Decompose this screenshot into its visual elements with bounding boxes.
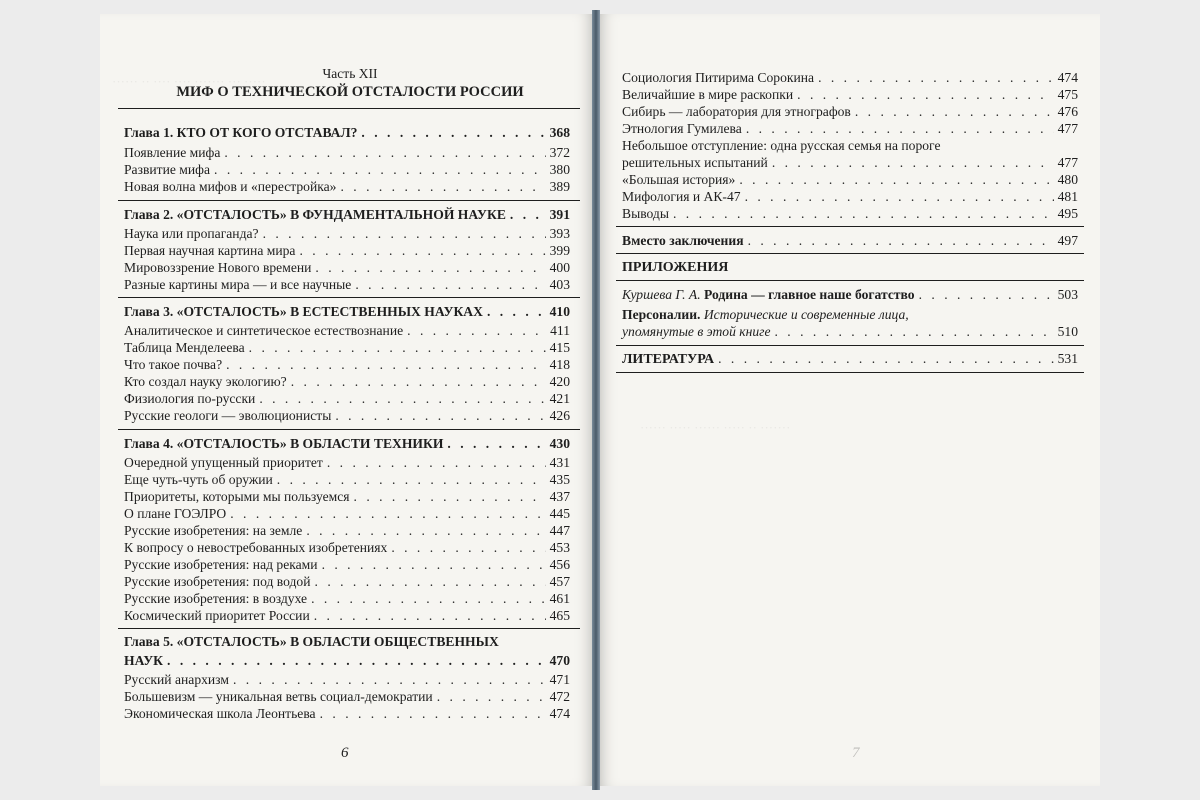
toc-page-number: 431 [549,455,570,470]
toc-item[interactable] [124,591,570,607]
toc-item[interactable] [124,277,570,293]
toc-page-number: 476 [1057,104,1078,119]
toc-item[interactable] [124,489,570,505]
toc-item-title: Сибирь — лаборатория для этнографов [622,104,851,119]
toc-page-number: 475 [1057,87,1078,102]
toc-page-number: 372 [549,145,570,160]
toc-page-number: 380 [549,162,570,177]
toc-literature[interactable] [622,351,1078,368]
section-rule [118,200,580,201]
section-rule [118,429,580,430]
toc-item-title: Русские изобретения: под водой [124,574,311,589]
toc-item[interactable] [124,391,570,407]
toc-page-number: 453 [549,540,570,555]
toc-item[interactable] [124,408,570,424]
toc-item[interactable] [622,87,1078,103]
toc-page-number: 477 [1057,155,1078,170]
toc-page-number: 391 [549,207,570,222]
toc-item-title: Русские геологи — эволюционисты [124,408,332,423]
toc-item[interactable] [124,672,570,688]
toc-page-number: 456 [549,557,570,572]
toc-conclusion[interactable] [622,233,1078,249]
toc-appendix-2[interactable] [622,324,1078,340]
toc-item[interactable] [124,540,570,556]
toc-item[interactable] [622,70,1078,86]
toc-page-number: 465 [549,608,570,623]
toc-page-number: 477 [1057,121,1078,136]
toc-item-title: Новая волна мифов и «перестройка» [124,179,337,194]
toc-item-title: Космический приоритет России [124,608,310,623]
toc-chapter-title: НАУК [124,653,164,668]
toc-page-number: 445 [549,506,570,521]
section-rule [616,280,1084,281]
toc-item[interactable] [622,155,1078,171]
toc-item[interactable] [124,145,570,161]
toc-item-title: Что такое почва? [124,357,223,372]
toc-item-title: Появление мифа [124,145,221,160]
toc-page-number: 368 [549,125,570,140]
toc-item[interactable] [124,357,570,373]
toc-page-number: 447 [549,523,570,538]
toc-item-title: Величайшие в мире раскопки [622,87,794,102]
toc-item-title: Выводы [622,206,669,221]
section-rule [118,628,580,629]
toc-item-title: решительных испытаний [622,155,768,170]
toc-page-number: 480 [1057,172,1078,187]
toc-item[interactable] [622,189,1078,205]
toc-item-title: К вопросу о невостребованных изобретениях [124,540,388,555]
toc-item[interactable] [124,226,570,242]
toc-item-title: Мифология и АК-47 [622,189,741,204]
toc-chapter-1[interactable] [124,125,570,141]
toc-item[interactable] [124,574,570,590]
toc-chapter-4[interactable] [124,436,570,452]
toc-item-title: Русский анархизм [124,672,229,687]
toc-item[interactable] [622,206,1078,222]
appendix-author: Куршева Г. А. [622,287,701,302]
toc-page-number: 503 [1057,287,1078,302]
toc-page-number: 471 [549,672,570,687]
toc-item-title: ЛИТЕРАТУРА [622,352,715,367]
toc-item[interactable] [124,243,570,259]
appendix-label: Персоналии. [622,307,701,322]
toc-chapter-5-title[interactable]: Глава 5. «ОТСТАЛОСТЬ» В ОБЛАСТИ ОБЩЕСТВЕННЫХ [124,634,499,649]
toc-page-number: 472 [549,689,570,704]
toc-item-title: Русские изобретения: над реками [124,557,318,572]
toc-page-number: 510 [1057,324,1078,339]
toc-item-title: О плане ГОЭЛРО [124,506,227,521]
toc-item-title: Аналитическое и синтетическое естествознание [124,323,404,338]
toc-chapter-2[interactable] [124,207,570,223]
toc-page-number: 418 [549,357,570,372]
toc-item-title: Разные картины мира — и все научные [124,277,352,292]
toc-item[interactable] [124,179,570,195]
toc-page-number: 474 [549,706,570,721]
part-title: МИФ О ТЕХНИЧЕСКОЙ ОТСТАЛОСТИ РОССИИ [176,84,524,100]
toc-chapter-title: Глава 1. КТО ОТ КОГО ОТСТАВАЛ? [124,125,358,140]
toc-page-number: 457 [549,574,570,589]
toc-item[interactable] [622,104,1078,120]
toc-appendix-1[interactable] [622,287,1078,303]
toc-item[interactable] [124,706,570,722]
toc-chapter-title: Глава 3. «ОТСТАЛОСТЬ» В ЕСТЕСТВЕННЫХ НАУКАХ [124,304,483,319]
toc-page-number: 437 [549,489,570,504]
part-label: Часть XII [322,66,378,81]
left-page-number: 6 [341,745,349,761]
toc-item[interactable] [124,162,570,178]
toc-chapter-5[interactable] [124,653,570,669]
toc-page-number: 415 [549,340,570,355]
toc-page-number: 410 [549,304,570,319]
toc-page-number: 435 [549,472,570,487]
section-rule [616,345,1084,346]
toc-item-title: Первая научная картина мира [124,243,296,258]
toc-item-title: Приоритеты, которыми мы пользуемся [124,489,350,504]
toc-item-title: Экономическая школа Леонтьева [124,706,316,721]
appendix-title: Родина — главное наше богатство [704,287,915,302]
toc-page-number: 430 [549,436,570,451]
toc-page-number: 461 [549,591,570,606]
toc-item[interactable] [124,689,570,705]
toc-page-number: 393 [549,226,570,241]
toc-item-title-line1[interactable]: Небольшое отступление: одна русская семья на пороге [622,138,941,153]
toc-item[interactable] [124,340,570,356]
toc-appendix-2-line1[interactable] [622,307,909,323]
toc-chapter-3[interactable] [124,304,570,320]
toc-item-title: Таблица Менделеева [124,340,245,355]
toc-page-number: 481 [1057,189,1078,204]
toc-item-title: Этнология Гумилева [622,121,742,136]
toc-item[interactable] [124,608,570,624]
toc-item[interactable] [124,260,570,276]
toc-item[interactable] [124,455,570,471]
appendix-title: упомянутые в этой книге [622,324,771,339]
toc-item-title: Большевизм — уникальная ветвь социал-демократии [124,689,433,704]
toc-page-number: 403 [549,277,570,292]
toc-item[interactable] [124,506,570,522]
toc-page-number: 497 [1057,233,1078,248]
toc-page-number: 389 [549,179,570,194]
toc-item-title: Физиология по-русски [124,391,256,406]
toc-item-title: Вместо заключения [622,233,744,248]
toc-page-number: 470 [549,653,570,668]
section-rule [616,372,1084,373]
section-rule [616,253,1084,254]
toc-page-number: 399 [549,243,570,258]
toc-item[interactable] [124,523,570,539]
toc-page-number: 400 [549,260,570,275]
toc-page-number: 531 [1057,351,1078,366]
toc-page-number: 421 [549,391,570,406]
toc-page-number: 411 [550,323,570,338]
toc-item[interactable] [124,472,570,488]
appendix-title: Исторические и современные лица, [703,307,909,322]
toc-item[interactable] [622,172,1078,188]
toc-page-number: 495 [1057,206,1078,221]
toc-item-title: Социология Питирима Сорокина [622,70,815,85]
section-rule [118,297,580,298]
toc-item-title: Кто создал науку экологию? [124,374,287,389]
toc-page-number: 474 [1057,70,1078,85]
toc-item-title: Русские изобретения: на земле [124,523,303,538]
toc-page-number: 420 [549,374,570,389]
appendix-heading: ПРИЛОЖЕНИЯ [622,260,729,275]
toc-item-title: Еще чуть-чуть об оружии [124,472,273,487]
toc-page-number: 426 [549,408,570,423]
toc-item[interactable] [124,374,570,390]
right-page-number: 7 [852,745,860,761]
toc-item-title: Очередной упущенный приоритет [124,455,323,470]
book-gutter [592,10,600,790]
toc-chapter-title: Глава 4. «ОТСТАЛОСТЬ» В ОБЛАСТИ ТЕХНИКИ [124,436,444,451]
toc-item-title: Мировоззрение Нового времени [124,260,312,275]
toc-item[interactable] [622,121,1078,137]
toc-item[interactable] [124,323,570,339]
toc-item-title: «Большая история» [622,172,736,187]
toc-item[interactable] [124,557,570,573]
toc-item-title: Развитие мифа [124,162,211,177]
toc-chapter-title: Глава 2. «ОТСТАЛОСТЬ» В ФУНДАМЕНТАЛЬНОЙ НАУКЕ [124,207,506,222]
section-rule [118,108,580,109]
toc-item-title: Русские изобретения: в воздухе [124,591,308,606]
section-rule [616,226,1084,227]
toc-item-title: Наука или пропаганда? [124,226,259,241]
